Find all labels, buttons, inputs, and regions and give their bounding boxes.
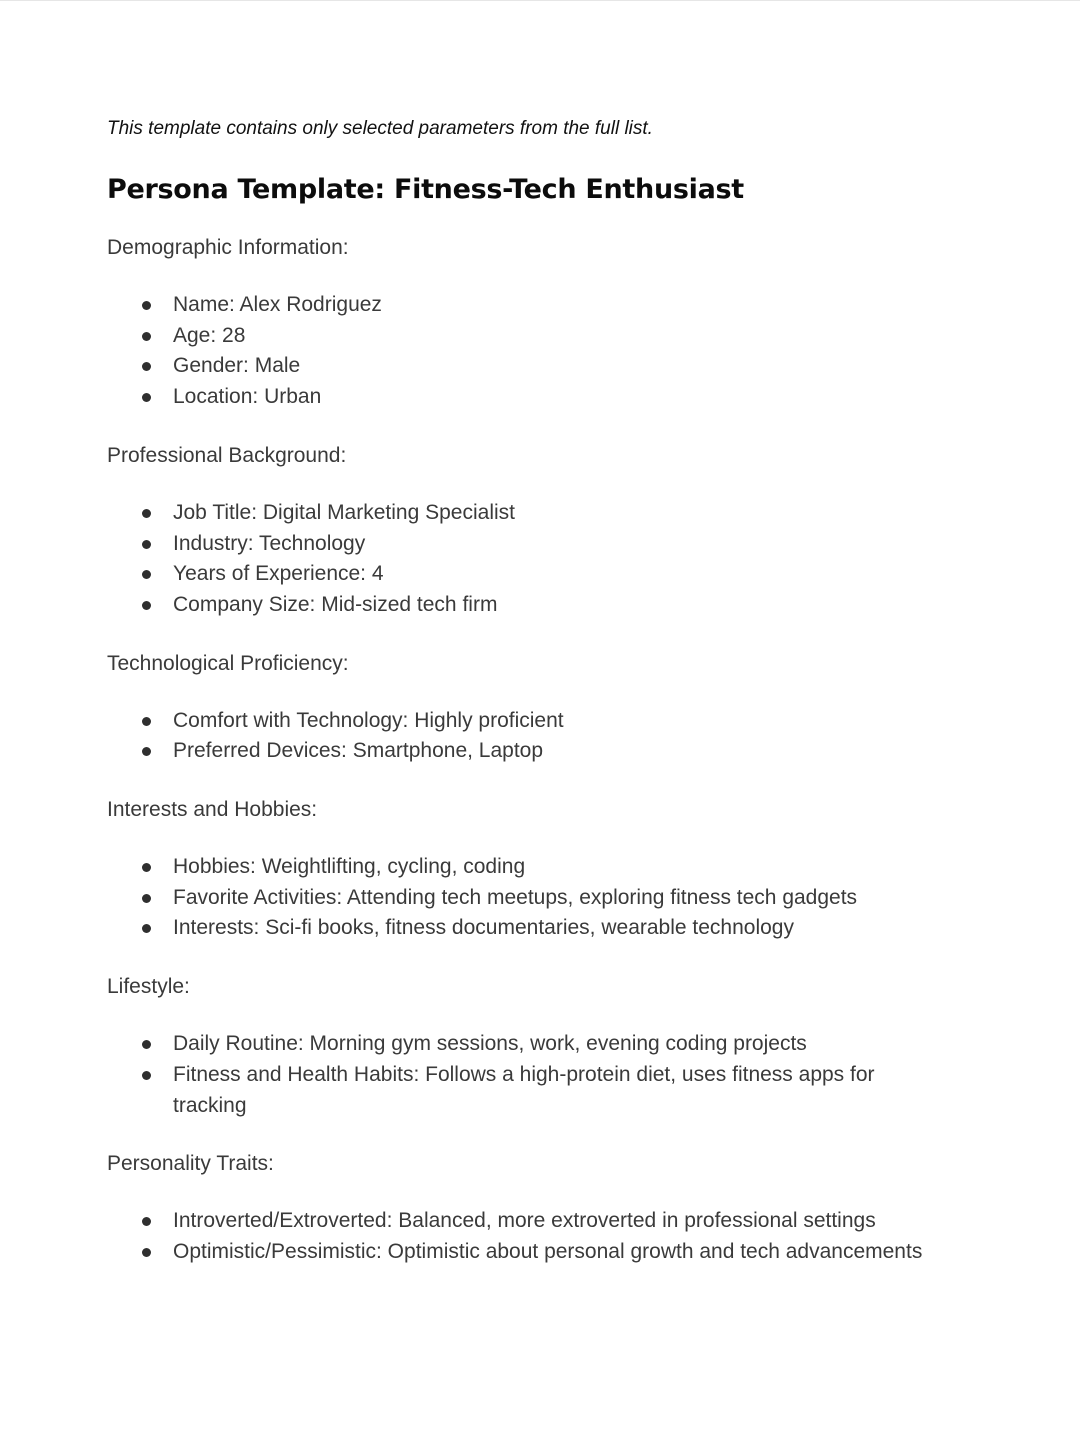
section-heading: Technological Proficiency:	[107, 651, 349, 675]
bullet-icon	[142, 301, 151, 310]
list-item	[107, 351, 933, 382]
list-item-text: Age: 28	[173, 323, 246, 347]
section-demographic	[107, 232, 967, 413]
bullet-icon	[142, 747, 151, 756]
bullet-icon	[142, 601, 151, 610]
bullet-icon	[142, 540, 151, 549]
list-item	[107, 290, 933, 321]
list-item-text: Preferred Devices: Smartphone, Laptop	[173, 739, 544, 763]
section-heading: Interests and Hobbies:	[107, 798, 318, 822]
list-item-text: Fitness and Health Habits: Follows a high-protein diet, uses fitness apps for tracking	[173, 1062, 875, 1117]
list-item	[107, 529, 933, 560]
bullet-icon	[142, 1040, 151, 1049]
bullet-list	[107, 1206, 967, 1267]
section-personality	[107, 1148, 967, 1267]
list-item-text: Location: Urban	[173, 385, 322, 409]
bullet-icon	[142, 1248, 151, 1257]
bullet-icon	[142, 924, 151, 933]
list-item	[107, 382, 933, 413]
list-item-text: Interests: Sci-fi books, fitness documentaries, wearable technology	[173, 916, 794, 940]
list-item	[107, 913, 933, 944]
section-heading: Personality Traits:	[107, 1152, 274, 1176]
list-item	[107, 1237, 933, 1268]
list-item-text: Optimistic/Pessimistic: Optimistic about personal growth and tech advancements	[173, 1239, 923, 1263]
section-technological	[107, 648, 967, 767]
list-item-text: Favorite Activities: Attending tech meetups, exploring fitness tech gadgets	[173, 885, 858, 909]
bullet-list	[107, 706, 967, 767]
bullet-icon	[142, 1071, 151, 1080]
bullet-icon	[142, 332, 151, 341]
bullet-icon	[142, 863, 151, 872]
list-item-text: Years of Experience: 4	[173, 562, 384, 586]
bullet-list	[107, 498, 967, 621]
list-item	[107, 590, 933, 621]
list-item-text: Name: Alex Rodriguez	[173, 293, 382, 316]
document-page	[107, 112, 967, 1268]
section-heading: Lifestyle:	[107, 975, 190, 999]
document-title: Persona Template: Fitness-Tech Enthusiast	[107, 174, 744, 205]
bullet-icon	[142, 509, 151, 518]
bullet-icon	[142, 570, 151, 579]
list-item	[107, 736, 933, 767]
bullet-list	[107, 290, 967, 413]
section-interests	[107, 794, 967, 944]
bullet-icon	[142, 894, 151, 903]
list-item	[107, 883, 933, 914]
section-professional	[107, 440, 967, 621]
bullet-list	[107, 852, 967, 944]
list-item-text: Industry: Technology	[173, 531, 366, 555]
list-item-text: Introverted/Extroverted: Balanced, more extroverted in professional settings	[173, 1209, 876, 1233]
list-item	[107, 1029, 933, 1060]
bullet-icon	[142, 717, 151, 726]
list-item-text: Gender: Male	[173, 354, 301, 378]
list-item	[107, 321, 933, 352]
list-item	[107, 852, 933, 883]
section-heading: Demographic Information:	[107, 236, 349, 259]
list-item	[107, 559, 933, 590]
page-top-border	[0, 0, 1080, 1]
template-note: This template contains only selected parameters from the full list.	[107, 118, 653, 139]
bullet-icon	[142, 362, 151, 371]
bullet-list	[107, 1029, 967, 1121]
list-item	[107, 1060, 933, 1121]
list-item-text: Comfort with Technology: Highly proficient	[173, 708, 564, 732]
list-item	[107, 706, 933, 737]
list-item-text: Hobbies: Weightlifting, cycling, coding	[173, 855, 526, 879]
list-item	[107, 1206, 933, 1237]
section-heading: Professional Background:	[107, 443, 347, 467]
list-item-text: Company Size: Mid-sized tech firm	[173, 592, 498, 616]
list-item-text: Daily Routine: Morning gym sessions, work, evening coding projects	[173, 1032, 807, 1056]
bullet-icon	[142, 393, 151, 402]
bullet-icon	[142, 1217, 151, 1226]
section-lifestyle	[107, 971, 967, 1121]
list-item-text: Job Title: Digital Marketing Specialist	[173, 500, 515, 524]
list-item	[107, 498, 933, 529]
